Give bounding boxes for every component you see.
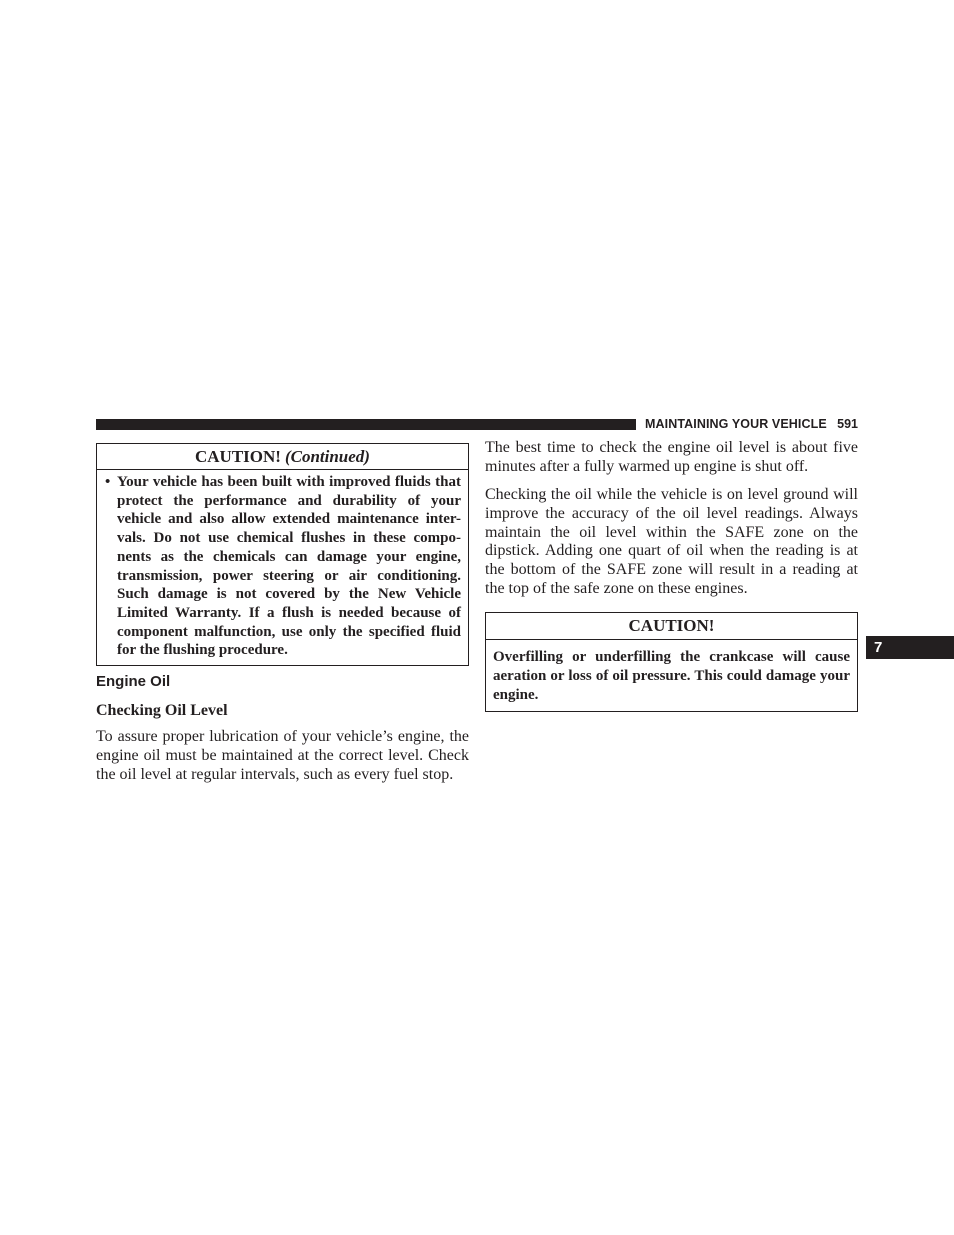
caution-title: CAUTION! xyxy=(195,447,281,466)
bullet-icon: • xyxy=(105,474,111,490)
page-number: 591 xyxy=(837,417,858,431)
subsection-title: Checking Oil Level xyxy=(96,702,228,719)
chapter-tab xyxy=(866,636,954,659)
caution-box-body: Overfilling or underfilling the crankcase will cause aeration or loss of oil pressure. This could damage your engine. xyxy=(493,649,850,703)
paragraph-best-time: The best time to check the engine oil level is about five minutes after a fully warmed up engine is shut off. xyxy=(485,439,858,475)
section-title: Engine Oil xyxy=(96,673,171,690)
paragraph-level-ground: Checking the oil while the vehicle is on level ground will improve the accuracy of the oil level readings. Always maintain the oil level within the SAFE zone on the dipstick. Adding one quart of oil when the reading is at the bottom of the SAFE zone will result in a reading at the top of the safe zone on these engines. xyxy=(485,486,858,597)
caution-box-body xyxy=(97,470,468,660)
running-header-section: MAINTAINING YOUR VEHICLE xyxy=(645,417,827,431)
caution-title: CAUTION! xyxy=(628,616,715,635)
caution-bullet-text: Your vehicle has been built with improved fluids that protect the performance and durability of your vehicle and also allow extended maintenance inter-vals. Do not use chemical flushes in these compo-nents as the chemicals can damage your engine, transmission, power steering or air conditioning. Such damage is not covered by the New Vehicle Limited Warranty. If a flush is needed because of component malfunction, use only the specified fluid for the flushing procedure. xyxy=(117,474,461,659)
caution-box-heading xyxy=(486,613,857,640)
paragraph-lubrication: To assure proper lubrication of your vehicle’s engine, the engine oil must be maintained at the correct level. Check the oil level at regular intervals, such as every fuel stop. xyxy=(96,728,469,783)
header-rule-bar xyxy=(96,419,636,430)
caution-continued-label: (Continued) xyxy=(284,447,370,466)
chapter-tab-number: 7 xyxy=(874,639,883,656)
caution-box-overfill xyxy=(485,612,858,712)
caution-box-continued xyxy=(96,443,469,666)
caution-box-heading xyxy=(97,444,468,470)
